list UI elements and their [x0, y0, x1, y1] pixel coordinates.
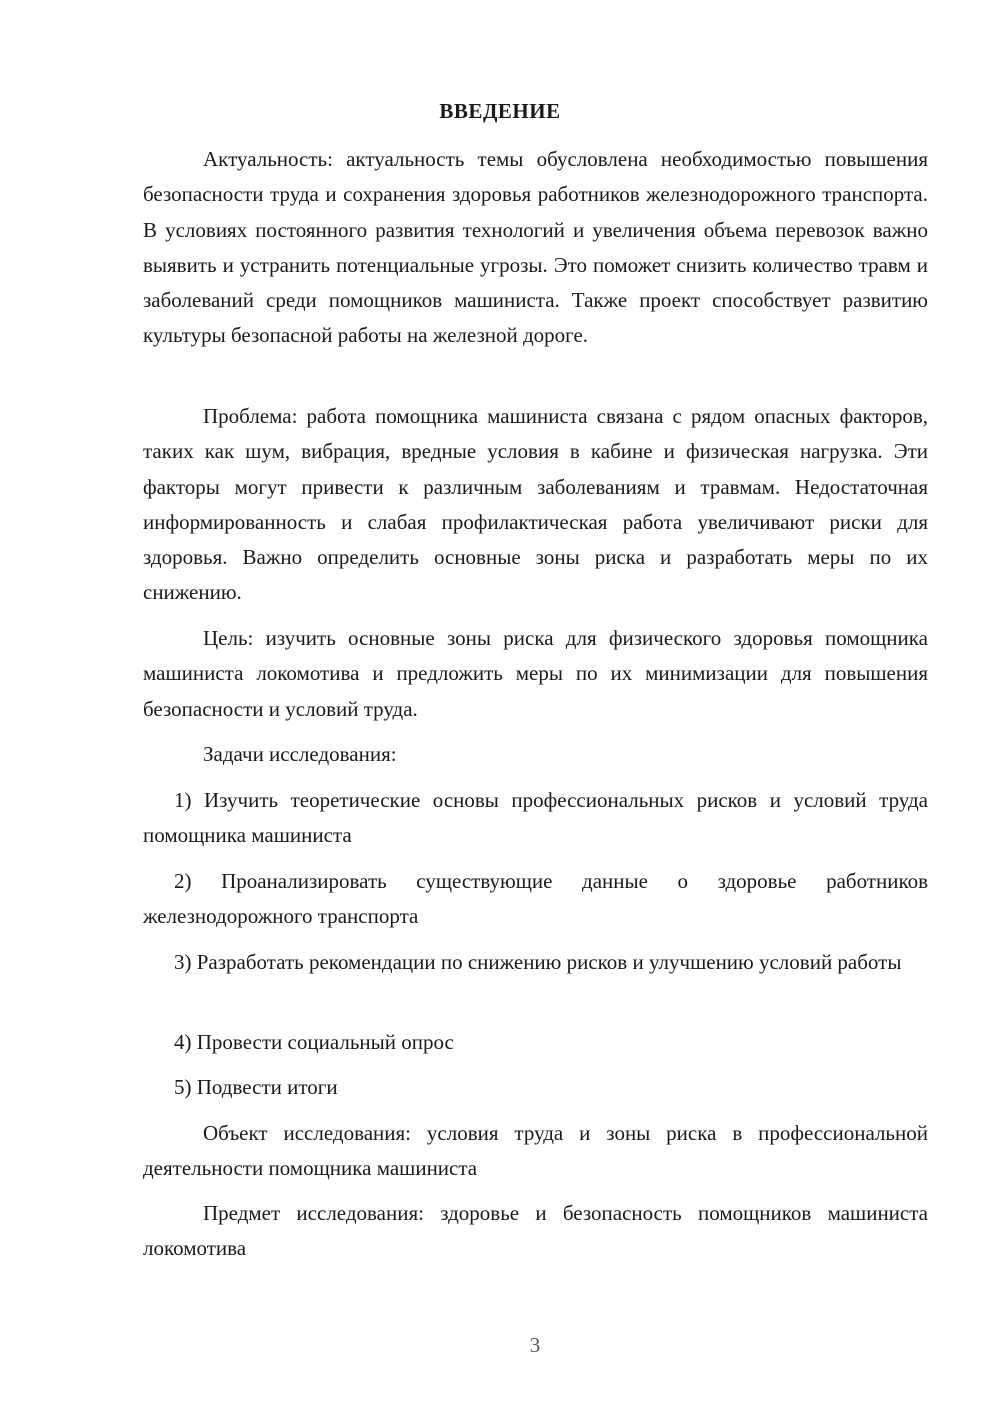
paragraph-problem: Проблема: работа помощника машиниста связана с рядом опасных факторов, таких как шум, вибрация, вредные условия в кабине и физическая нагрузка. Эти факторы могут привести к различным заболеваниям и травмам. Недостаточная информированность и слабая профилактическая работа увеличивают риски для здоровья. Важно определить основные зоны риска и разработать меры по их снижению. — [143, 404, 928, 605]
section-title: ВВЕДЕНИЕ — [439, 99, 561, 123]
task-item-1: 1) Изучить теоретические основы профессиональных рисков и условий труда помощника машиниста — [143, 788, 928, 848]
paragraph-tasks-heading: Задачи исследования: — [203, 742, 397, 766]
task-item-4: 4) Провести социальный опрос — [174, 1030, 454, 1054]
page-number: 3 — [529, 1333, 541, 1357]
paragraph-object: Объект исследования: условия труда и зоны риска в профессиональной деятельности помощника машиниста — [143, 1121, 928, 1181]
paragraph-goal: Цель: изучить основные зоны риска для физического здоровья помощника машиниста локомотива и предложить меры по их минимизации для повышения безопасности и условий труда. — [143, 626, 928, 721]
task-item-5: 5) Подвести итоги — [174, 1075, 338, 1099]
paragraph-subject: Предмет исследования: здоровье и безопасность помощников машиниста локомотива — [143, 1201, 928, 1261]
paragraph-relevance: Актуальность: актуальность темы обусловлена необходимостью повышения безопасности труда и сохранения здоровья работников железнодорожного транспорта. В условиях постоянного развития технологий и увеличения объема перевозок важно выявить и устранить потенциальные угрозы. Это поможет снизить количество травм и заболеваний среди помощников машиниста. Также проект способствует развитию культуры безопасной работы на железной дороге. — [143, 147, 928, 348]
task-item-2: 2) Проанализировать существующие данные о здоровье работников железнодорожного транспорта — [143, 869, 928, 929]
task-item-3: 3) Разработать рекомендации по снижению рисков и улучшению условий работы — [174, 950, 902, 974]
